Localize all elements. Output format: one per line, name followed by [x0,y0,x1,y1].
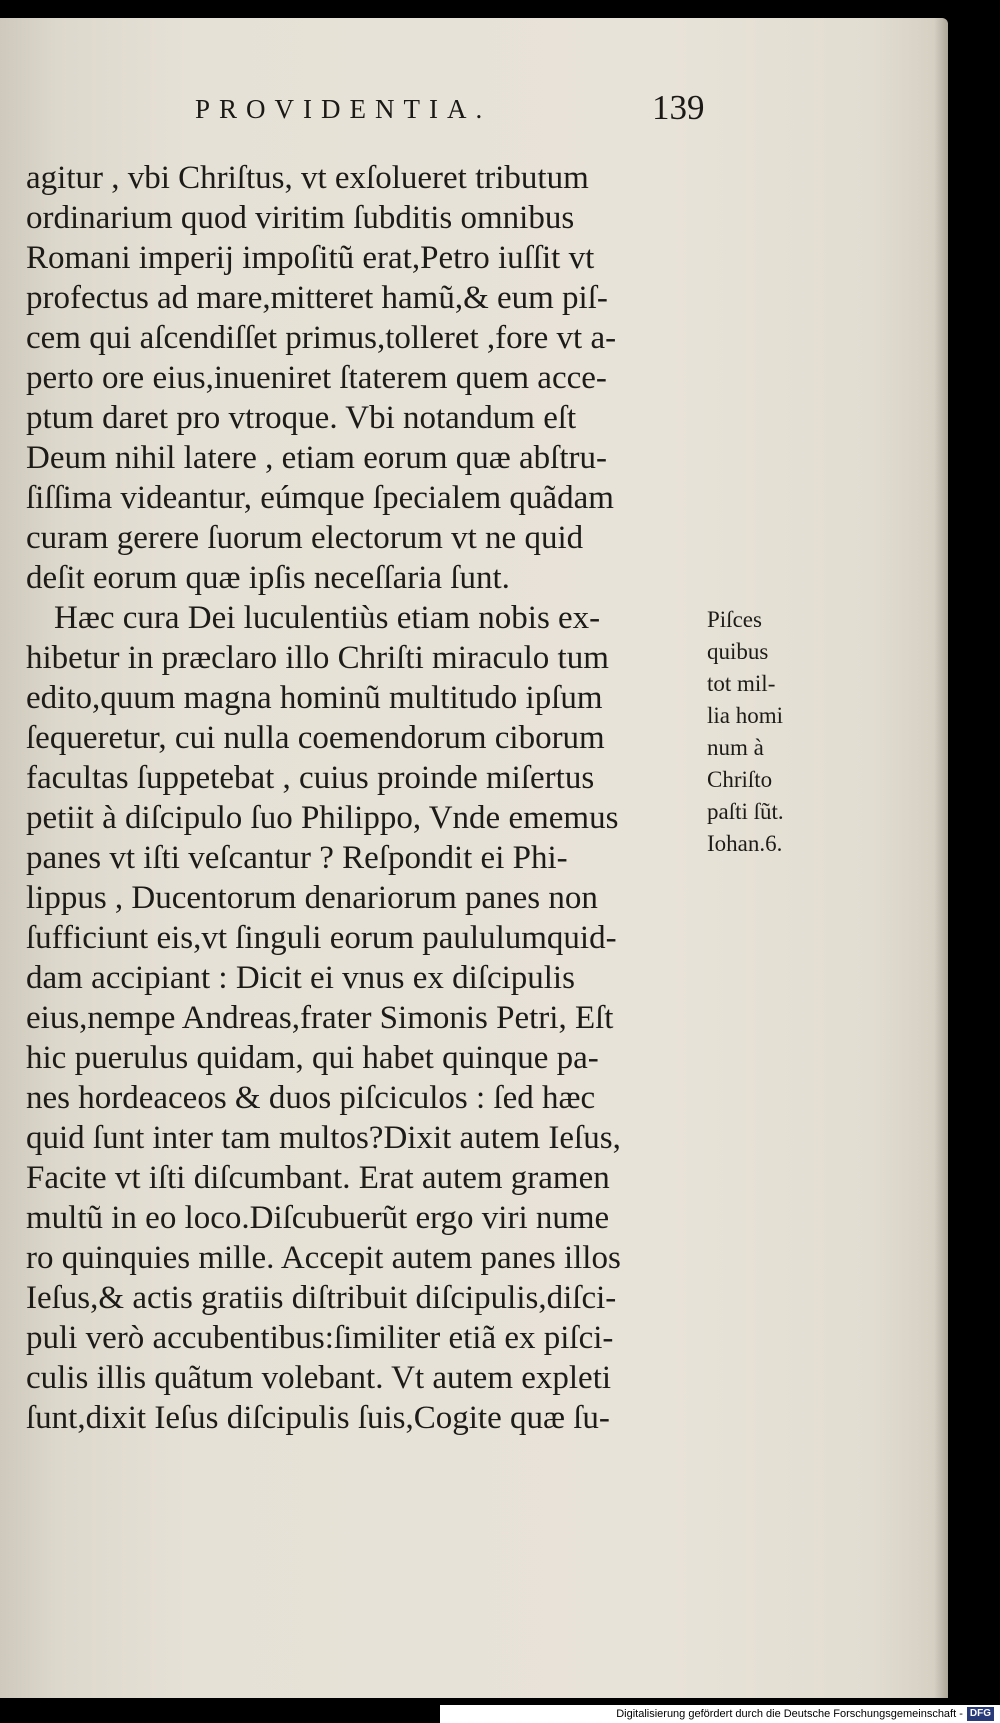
text-line: curam gerere ſuorum electorum vt ne quid [26,520,584,556]
text-line: profectus ad mare,mitteret hamũ,& eum piſ- [26,280,608,316]
digitization-credit [440,1705,1000,1723]
credit-text: Digitalisierung gefördert durch die Deutsche Forschungsgemeinschaft - [616,1708,963,1720]
text-line: ro quinquies mille. Accepit autem panes illos [26,1240,621,1276]
marginal-note-line: paſti ſũt. [707,799,784,824]
text-line: ſunt,dixit Ieſus diſcipulis ſuis,Cogite quæ ſu- [26,1400,610,1436]
marginal-note [707,604,837,860]
text-line: lippus , Ducentorum denariorum panes non [26,880,598,916]
running-head: PROVIDENTIA. [195,94,492,124]
text-line: agitur , vbi Chriſtus, vt exſolueret tributum [26,160,589,196]
text-line: dam accipiant : Dicit ei vnus ex diſcipulis [26,960,575,996]
marginal-note-line: tot mil- [707,671,776,696]
text-line: panes vt iſti veſcantur ? Reſpondit ei Phi- [26,840,568,876]
text-line: Deum nihil latere , etiam eorum quæ abſtru- [26,440,607,476]
text-line: cem qui aſcendiſſet primus,tolleret ,fore vt a- [26,320,617,356]
text-line: edito,quum magna hominũ multitudo ipſum [26,680,603,716]
text-line: ſequeretur, cui nulla coemendorum ciborum [26,720,605,756]
text-line: hibetur in præclaro illo Chriſti miraculo tum [26,640,609,676]
text-line: Ieſus,& actis gratiis diſtribuit diſcipulis,diſci- [26,1280,617,1316]
marginal-note-line: Chriſto [707,767,773,792]
text-line: facultas ſuppetebat , cuius proinde miſertus [26,760,595,796]
text-line: hic puerulus quidam, qui habet quinque pa- [26,1040,599,1076]
text-line: culis illis quãtum volebant. Vt autem expleti [26,1360,612,1396]
text-line: perto ore eius,inueniret ſtaterem quem acce- [26,360,607,396]
text-line: Facite vt iſti diſcumbant. Erat autem gramen [26,1160,610,1196]
marginal-note-line: num à [707,735,764,760]
marginal-note-line: lia homi [707,703,784,728]
text-line: petiit à diſcipulo ſuo Philippo, Vnde ememus [26,800,619,836]
marginal-note-line: quibus [707,639,769,664]
text-line: quid ſunt inter tam multos?Dixit autem Ieſus, [26,1120,621,1156]
marginal-note-line: Iohan.6. [707,831,783,856]
text-line: multũ in eo loco.Diſcubuerũt ergo viri nume [26,1200,610,1236]
text-line: ſiſſima videantur, eúmque ſpecialem quãdam [26,480,614,516]
text-line: nes hordeaceos & duos piſciculos : ſed hæc [26,1080,596,1116]
text-line: ordinarium quod viritim ſubditis omnibus [26,200,575,236]
page-number: 139 [652,88,705,127]
text-line: ſufficiunt eis,vt ſinguli eorum paululumquid- [26,920,617,956]
text-line: deſit eorum quæ ipſis neceſſaria ſunt. [26,560,510,596]
book-page [0,18,948,1698]
text-line: Hæc cura Dei luculentiùs etiam nobis ex- [54,600,601,636]
marginal-note-line: Piſces [707,607,762,632]
text-line: Romani imperij impoſitũ erat,Petro iuſſit vt [26,240,595,276]
text-line: eius,nempe Andreas,frater Simonis Petri, Eſt [26,1000,614,1036]
text-line: ptum daret pro vtroque. Vbi notandum eſt [26,400,577,436]
body-text [26,158,706,1438]
text-line: puli verò accubentibus:ſimiliter etiã ex piſci- [26,1320,614,1356]
dfg-logo-icon: DFG [967,1707,994,1721]
